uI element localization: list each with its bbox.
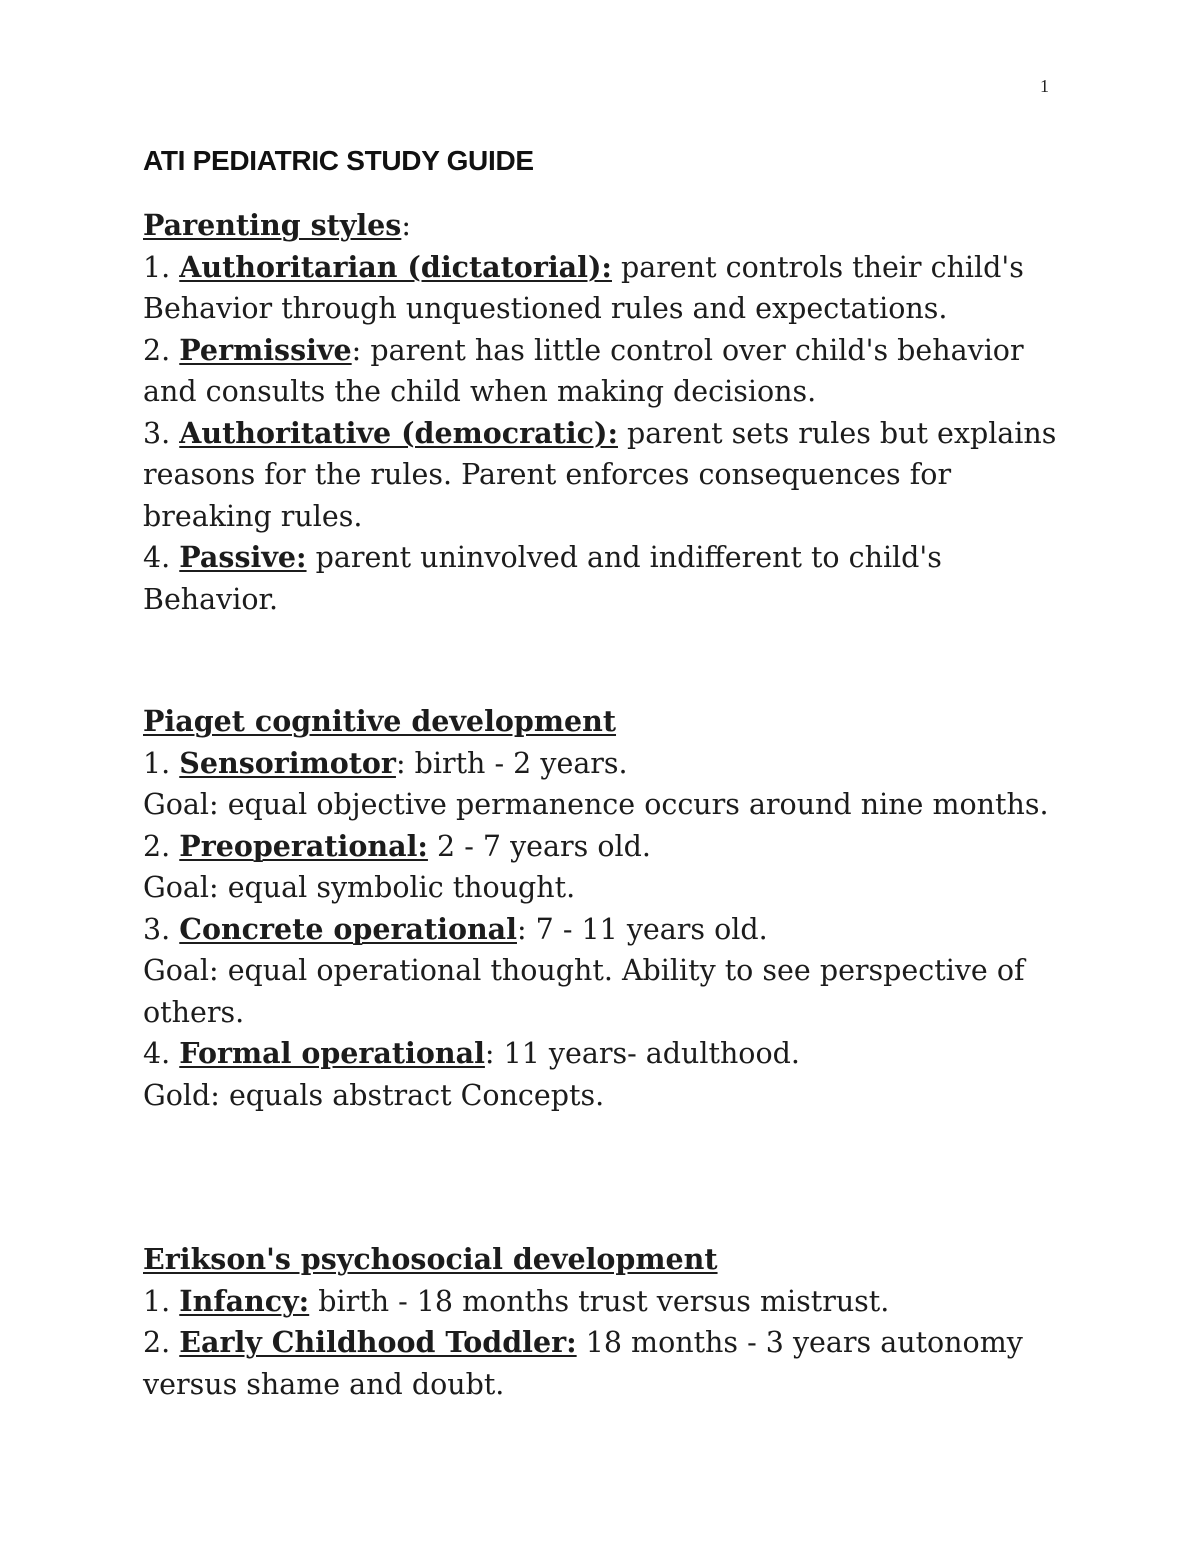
- list-item: [143, 413, 1073, 538]
- item-text: : birth - 2 years.: [395, 746, 628, 780]
- item-term: Formal operational: [179, 1036, 485, 1070]
- section-heading: [143, 701, 1073, 743]
- section-heading: [143, 205, 1073, 247]
- item-text: : 11 years- adulthood.: [484, 1037, 800, 1070]
- item-text: parent sets rules but explains reasons for the rules. Parent enforces consequences for breaking rules.: [143, 416, 1057, 533]
- item-number: 1.: [143, 250, 180, 284]
- list-item: [143, 537, 1073, 620]
- document-title: ATI PEDIATRIC STUDY GUIDE: [143, 145, 534, 176]
- item-number: 3.: [143, 912, 180, 946]
- item-goal: Goal: equal objective permanence occurs around nine months.: [143, 788, 1049, 821]
- list-item: [143, 909, 1073, 951]
- item-text: 18 months - 3 years autonomy versus shame and doubt.: [143, 1326, 1023, 1401]
- item-term: Permissive: [179, 332, 352, 367]
- item-text: : parent has little control over child's behavior and consults the child when making decisions.: [143, 333, 1024, 408]
- parenting-styles-section: [143, 205, 1073, 620]
- list-item: [143, 826, 1073, 868]
- item-term: Preoperational:: [179, 828, 428, 863]
- item-number: 1.: [143, 746, 180, 780]
- item-number: 3.: [143, 416, 180, 450]
- item-text: parent controls their child's Behavior through unquestioned rules and expectations.: [143, 250, 1024, 325]
- item-number: 2.: [143, 333, 180, 367]
- list-item: [143, 1033, 1073, 1075]
- heading-text: Erikson's psychosocial development: [143, 1242, 718, 1276]
- heading-text: Piaget cognitive development: [143, 704, 617, 738]
- item-term: Infancy:: [179, 1283, 310, 1318]
- item-number: 2.: [143, 829, 180, 863]
- item-text: : 7 - 11 years old.: [516, 912, 768, 946]
- item-text: 2 - 7 years old.: [427, 829, 651, 863]
- item-number: 4.: [143, 541, 180, 574]
- list-item: [143, 1281, 1073, 1323]
- item-term: Early Childhood Toddler:: [179, 1325, 577, 1359]
- heading-suffix: :: [401, 209, 411, 242]
- item-text: birth - 18 months trust versus mistrust.: [309, 1284, 890, 1318]
- list-item: [143, 247, 1073, 330]
- item-goal: Goal: equal symbolic thought.: [143, 871, 576, 904]
- page-number: 1: [1040, 76, 1049, 96]
- item-goal: Gold: equals abstract Concepts.: [143, 1078, 605, 1112]
- item-term: Authoritarian (dictatorial):: [179, 249, 612, 284]
- list-item: [143, 330, 1073, 413]
- erikson-section: [143, 1239, 1073, 1405]
- item-term: Authoritative (democratic):: [179, 415, 618, 450]
- item-text: parent uninvolved and indifferent to child's Behavior.: [143, 541, 942, 616]
- section-heading: [143, 1239, 1073, 1281]
- item-number: 2.: [143, 1326, 180, 1359]
- item-number: 1.: [143, 1284, 180, 1318]
- item-term: Concrete operational: [179, 911, 517, 946]
- list-item: [143, 1322, 1073, 1405]
- item-term: Sensorimotor: [179, 745, 396, 780]
- item-goal: Goal: equal operational thought. Ability to see perspective of others.: [143, 954, 1025, 1029]
- list-item: [143, 743, 1073, 785]
- item-number: 4.: [143, 1037, 180, 1070]
- piaget-section: [143, 701, 1073, 1116]
- item-term: Passive:: [179, 540, 307, 574]
- heading-text: Parenting styles: [143, 208, 402, 242]
